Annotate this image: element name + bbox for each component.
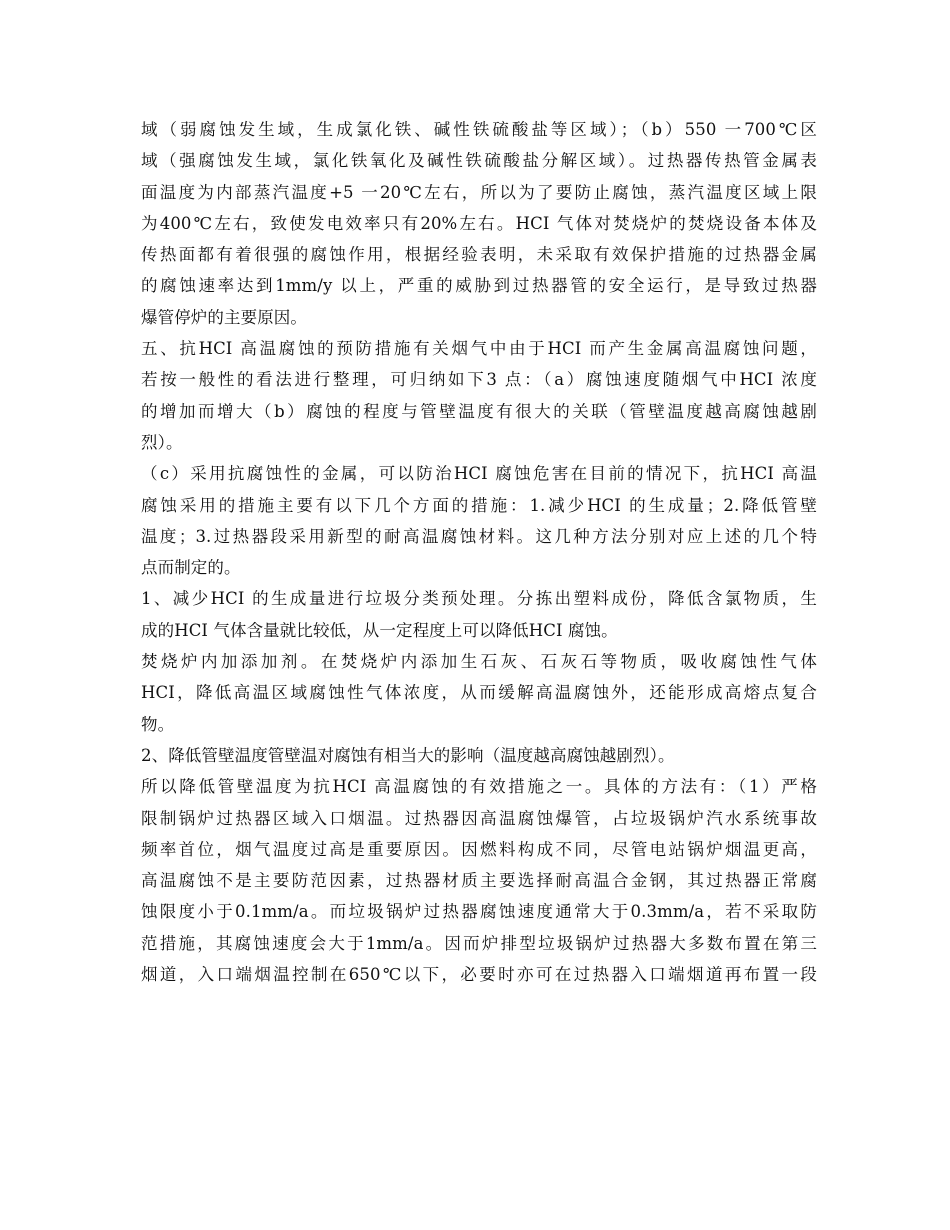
text-line: 若按一般性的看法进行整理，可归纳如下3 点：（a）腐蚀速度随烟气中HCI 浓度 [141, 370, 817, 390]
text-line: 的增加而增大（b）腐蚀的程度与管壁温度有很大的关联（管壁温度越高腐蚀越剧 [141, 401, 817, 421]
text-line: 的腐蚀速率达到1mm/y 以上，严重的威胁到过热器管的安全运行，是导致过热器 [141, 276, 817, 296]
text-line: 爆管停炉的主要原因。 [141, 307, 307, 327]
text-line: 烈）。 [141, 432, 183, 452]
text-line: 限制锅炉过热器区域入口烟温。过热器因高温腐蚀爆管，占垃圾锅炉汽水系统事故 [141, 808, 817, 828]
text-line: 五、抗HCI 高温腐蚀的预防措施有关烟气中由于HCI 而产生金属高温腐蚀问题， [141, 339, 817, 359]
text-line: 2、降低管壁温度管壁温对腐蚀有相当大的影响（温度越高腐蚀越剧烈）。 [141, 745, 675, 765]
text-line: 点而制定的。 [141, 558, 241, 578]
text-line: 蚀限度小于0.1mm/a。而垃圾锅炉过热器腐蚀速度通常大于0.3mm/a，若不采取防 [141, 902, 817, 922]
text-line: 传热面都有着很强的腐蚀作用，根据经验表明，未采取有效保护措施的过热器金属 [141, 245, 817, 265]
text-line: HCI，降低高温区域腐蚀性气体浓度，从而缓解高温腐蚀外，还能形成高熔点复合 [141, 683, 817, 703]
text-line: 范措施，其腐蚀速度会大于1mm/a。因而炉排型垃圾锅炉过热器大多数布置在第三 [141, 933, 817, 953]
text-line: 所以降低管壁温度为抗HCI 高温腐蚀的有效措施之一。具体的方法有：（1）严格 [141, 777, 817, 797]
text-line: 温度；3.过热器段采用新型的耐高温腐蚀材料。这几种方法分别对应上述的几个特 [141, 526, 817, 546]
document-body [141, 114, 817, 990]
text-line: 1、减少HCI 的生成量进行垃圾分类预处理。分拣出塑料成份，降低含氯物质，生 [141, 589, 817, 609]
text-line: 高温腐蚀不是主要防范因素，过热器材质主要选择耐高温合金钢，其过热器正常腐 [141, 871, 817, 891]
text-line: 域（强腐蚀发生域，氯化铁氧化及碱性铁硫酸盐分解区域）。过热器传热管金属表 [141, 151, 817, 171]
text-line: 焚烧炉内加添加剂。在焚烧炉内添加生石灰、石灰石等物质，吸收腐蚀性气体 [141, 652, 817, 672]
text-line: （c）采用抗腐蚀性的金属，可以防治HCI 腐蚀危害在目前的情况下，抗HCI 高温 [141, 464, 817, 484]
text-line: 域（弱腐蚀发生域，生成氯化铁、碱性铁硫酸盐等区域）；（b）550 一700℃区 [141, 120, 817, 139]
text-line: 为400℃左右，致使发电效率只有20%左右。HCI 气体对焚烧炉的焚烧设备本体及 [141, 213, 817, 233]
text-line: 物。 [141, 714, 175, 734]
text-line: 频率首位，烟气温度过高是重要原因。因燃料构成不同，尽管电站锅炉烟温更高， [141, 839, 817, 859]
text-line: 烟道，入口端烟温控制在650℃以下，必要时亦可在过热器入口端烟道再布置一段 [141, 965, 817, 985]
text-line: 面温度为内部蒸汽温度+5 一20℃左右，所以为了要防止腐蚀，蒸汽温度区域上限 [141, 182, 817, 202]
text-line: 成的HCI 气体含量就比较低，从一定程度上可以降低HCI 腐蚀。 [141, 620, 618, 640]
text-line: 腐蚀采用的措施主要有以下几个方面的措施：1.减少HCI 的生成量；2.降低管壁 [141, 495, 817, 515]
